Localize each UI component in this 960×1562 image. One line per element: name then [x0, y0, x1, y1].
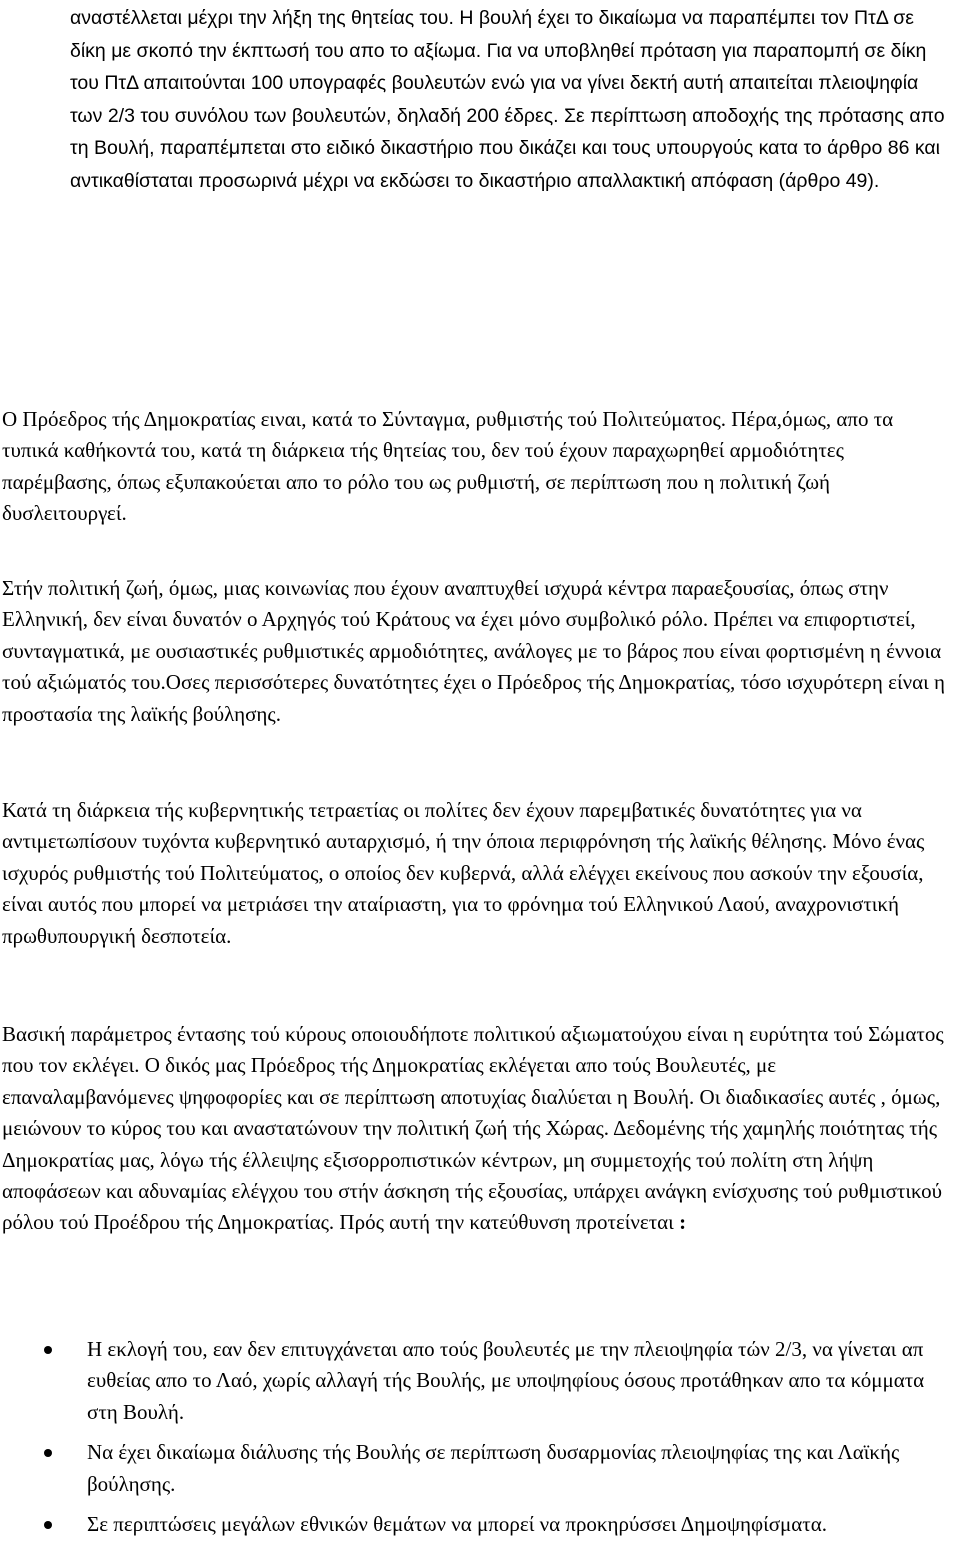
list-item-text: Η εκλογή του, εαν δεν επιτυγχάνεται απο τούς βουλευτές με την πλειοψηφία τών 2/3, να γίνεται απ ευθείας απο το Λαό, χωρίς αλλαγή τής Βουλής, με υποψηφίους όσους προτάθηκαν απο τα κόμματα στη Βουλή. — [87, 1337, 925, 1424]
bullet-icon — [44, 1346, 52, 1354]
proposal-list — [0, 1334, 950, 1549]
intro-paragraph: αναστέλλεται μέχρι την λήξη της θητείας του. Η βουλή έχει το δικαίωμα να παραπέμπει τον ΠτΔ σε δίκη με σκοπό την έκπτωσή του απο το αξίωμα. Για να υποβληθεί πρόταση για παραπομπή σε δίκη του ΠτΔ απαιτούνται 100 υπογραφές βουλευτών ενώ για να γίνει δεκτή αυτή απαιτείται πλειοψηφία των 2/3 του συνόλου των βουλευτών, δηλαδή 200 έδρες. Σε περίπτωση αποδοχής της πρότασης απο τη Βουλή, παραπέμπεται στο ειδικό δικαστήριο που δικάζει και τους υπουργούς κατα το άρθρο 86 και αντικαθίσταται προσωρινά μέχρι να εκδώσει το δικαστήριο απαλλακτική απόφαση (άρθρο 49). — [70, 7, 945, 192]
paragraph-president-role: Ο Πρόεδρος τής Δημοκρατίας ειναι, κατά το Σύνταγμα, ρυθμιστής τού Πολιτεύματος. Πέρα,όμως, απο τα τυπικά καθήκοντά του, κατά τη διάρκεια τής θητείας του, δεν τού έχουν παραχωρηθεί αρμοδιότητες παρέμβασης, όπως εξυπακούεται απο το ρόλο του ως ρυθμιστή, σε περίπτωση που η πολιτική ζωή δυσλειτουργεί. — [2, 407, 894, 526]
list-item — [0, 1509, 950, 1540]
list-item — [0, 1334, 950, 1428]
paragraph-political-life: Στήν πολιτική ζωή, όμως, μιας κοινωνίας που έχουν αναπτυχθεί ισχυρά κέντρα παραεξουσίας, όπως στην Ελληνική, δεν είναι δυνατόν ο Αρχηγός τού Κράτους να έχει μόνο συμβολικό ρόλο. Πρέπει να επιφορτιστεί, συνταγματικά, με ουσιαστικές ρυθμιστικές αρμοδιότητες, ανάλογες με το βάρος που είναι φορτισμένη η έννοια τού αξιώματός του.Οσες περισσότερες δυνατότητες έχει ο Πρόεδρος τής Δημοκρατίας, τόσο ισχυρότερη είναι η προστασία της λαϊκής βούλησης. — [2, 576, 945, 726]
paragraph-election-parameter — [2, 1019, 950, 1239]
paragraph-election-parameter-text: Βασική παράμετρος έντασης τού κύρους οποιουδήποτε πολιτικού αξιωματούχου είναι η ευρύτητα τού Σώματος που τον εκλέγει. Ο δικός μας Πρόεδρος τής Δημοκρατίας εκλέγεται απο τούς Βουλευτές, με επαναλαμβανόμενες ψηφοφορίες και σε περίπτωση αποτυχίας διαλύεται η Βουλή. Οι διαδικασίες αυτές , όμως, μειώνουν το κύρος του και αναστατώνουν την πολιτική ζωή τής Χώρας. Δεδομένης τής χαμηλής ποιότητας τής Δημοκρατίας μας, λόγω τής έλλειψης εξισορροπιστικών κέντρων, μη συμμετοχής τού πολίτη στη λήψη αποφάσεων και αδυναμίας ελέγχου του στήν άσκηση τής εξουσίας, υπάρχει ανάγκη ενίσχυσης τού ρυθμιστικού ρόλου τού Προέδρου τής Δημοκρατίας. Πρός αυτή την κατεύθυνση προτείνεται — [2, 1022, 944, 1235]
list-item — [0, 1437, 950, 1500]
list-item-text: Να έχει δικαίωμα διάλυσης τής Βουλής σε περίπτωση δυσαρμονίας πλειοψηφίας της και Λαϊκής βούλησης. — [87, 1440, 900, 1496]
paragraph-colon: : — [673, 1210, 687, 1235]
bullet-icon — [44, 1521, 52, 1529]
paragraph-government-term: Κατά τη διάρκεια τής κυβερνητικής τετραετίας οι πολίτες δεν έχουν παρεμβατικές δυνατότητες για να αντιμετωπίσουν τυχόντα κυβερνητικό αυταρχισμό, ή την όποια περιφρόνηση τής λαϊκής θέλησης. Μόνο ένας ισχυρός ρυθμιστής τού Πολιτεύματος, ο οποίος δεν κυβερνά, αλλά ελέγχει εκείνους που ασκούν την εξουσία, είναι αυτός που μπορεί να μετριάσει την αταίριαστη, για το φρόνημα τού Ελληνικού Λαού, αναχρονιστική πρωθυπουργική δεσποτεία. — [2, 798, 925, 948]
list-item-text: Σε περιπτώσεις μεγάλων εθνικών θεμάτων να μπορεί να προκηρύσσει Δημοψηφίσματα. — [87, 1512, 827, 1537]
bullet-icon — [44, 1449, 52, 1457]
